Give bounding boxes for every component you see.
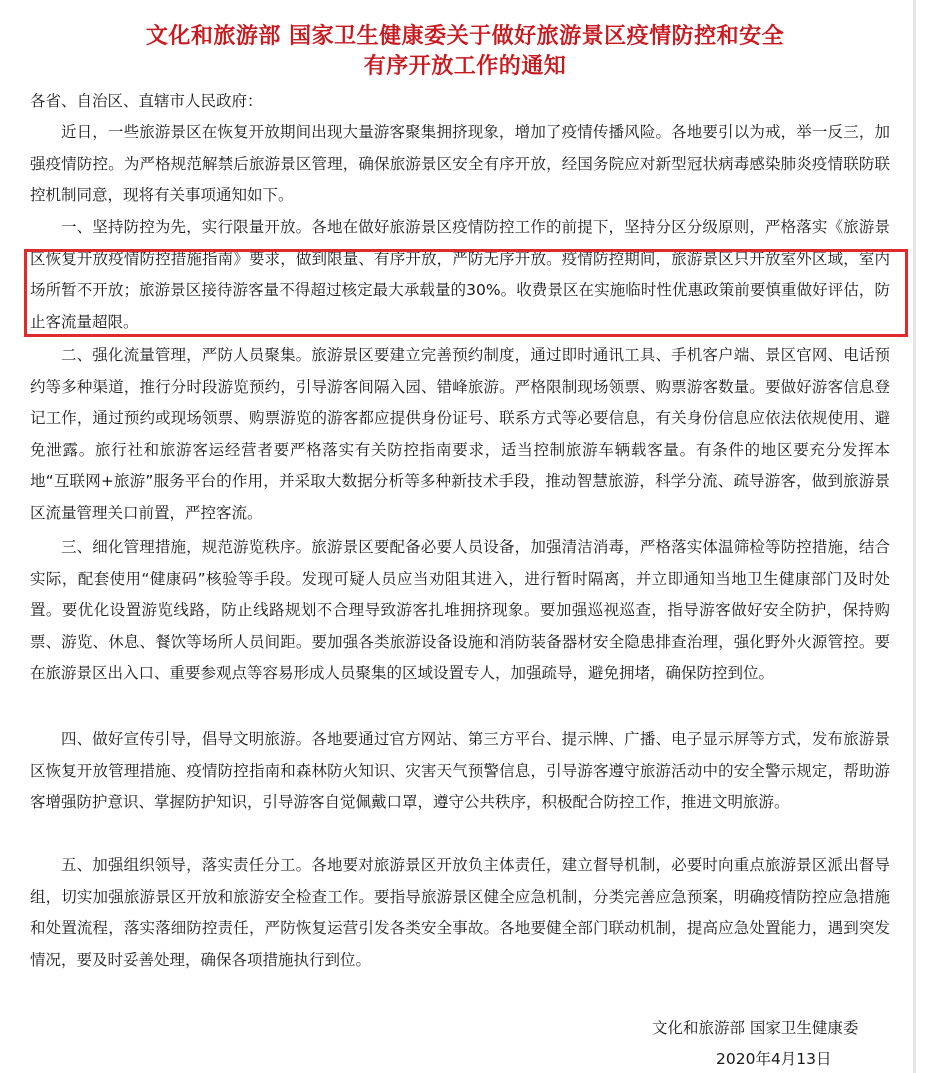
signature-organizations: 文化和旅游部 国家卫生健康委 xyxy=(652,1019,859,1037)
section-2-paragraph: 二、强化流量管理，严防人员聚集。旅游景区要建立完善预约制度，通过即时通讯工具、手机客户端、景区官网、电话预约等多种渠道，推行分时段游览预约，引导游客间隔入园、错峰旅游。严格限制现场领票、购票游客数量。要做好游客信息登记工作，通过预约或现场领票、购票游览的游客都应提供身份证号、联系方式等必要信息，有关身份信息应依法依规使用、避免泄露。旅行社和旅游客运经营者要严格落实有关防控指南要求，适当控制旅游车辆载客量。有条件的地区要充分发挥本地“互联网+旅游”服务平台的作用，并采取大数据分析等多种新技术手段，推动智慧旅游，科学分流、疏导游客，做到旅游景区流量管理关口前置，严控客流。 xyxy=(30,346,890,522)
scan-edge-divider xyxy=(913,0,916,1073)
intro-paragraph: 近日，一些旅游景区在恢复开放期间出现大量游客聚集拥挤现象，增加了疫情传播风险。各地要引以为戒，举一反三，加强疫情防控。为严格规范解禁后旅游景区管理，确保旅游景区安全有序开放，经国务院应对新型冠状病毒感染肺炎疫情联防联控机制同意，现将有关事项通知如下。 xyxy=(30,123,890,204)
signature-date: 2020年4月13日 xyxy=(716,1050,832,1068)
section-4-paragraph: 四、做好宣传引导，倡导文明旅游。各地要通过官方网站、第三方平台、提示牌、广播、电子显示屏等方式，发布旅游景区恢复开放管理措施、疫情防控指南和森林防火知识、灾害天气预警信息，引导游客遵守旅游活动中的安全警示规定，帮助游客增强防护意识、掌握防护知识，引导游客自觉佩戴口罩，遵守公共秩序，积极配合防控工作，推进文明旅游。 xyxy=(30,730,890,811)
addressee: 各省、自治区、直辖市人民政府： xyxy=(30,92,263,110)
document-title-line-1: 文化和旅游部 国家卫生健康委关于做好旅游景区疫情防控和安全 xyxy=(145,24,785,49)
section-1-paragraph: 一、坚持防控为先，实行限量开放。各地在做好旅游景区疫情防控工作的前提下，坚持分区分级原则，严格落实《旅游景区恢复开放疫情防控措施指南》要求，做到限量、有序开放，严防无序开放。疫情防控期间，旅游景区只开放室外区域，室内场所暂不开放；旅游景区接待游客量不得超过核定最大承载量的30%。收费景区在实施临时性优惠政策前要慎重做好评估，防止客流量超限。 xyxy=(30,218,890,331)
section-3-paragraph: 三、细化管理措施，规范游览秩序。旅游景区要配备必要人员设备，加强清洁消毒，严格落实体温筛检等防控措施，结合实际，配套使用“健康码”核验等手段。发现可疑人员应当劝阻其进入，进行暂时隔离，并立即通知当地卫生健康部门及时处置。要优化设置游览线路，防止线路规划不合理导致游客扎堆拥挤现象。要加强巡视巡查，指导游客做好安全防护，保持购票、游览、休息、餐饮等场所人员间距。要加强各类旅游设备设施和消防装备器材安全隐患排查治理，强化野外火源管控。要在旅游景区出入口、重要参观点等容易形成人员聚集的区域设置专人，加强疏导，避免拥堵，确保防控到位。 xyxy=(30,538,890,682)
section-5-paragraph: 五、加强组织领导，落实责任分工。各地要对旅游景区开放负主体责任，建立督导机制，必要时向重点旅游景区派出督导组，切实加强旅游景区开放和旅游安全检查工作。要指导旅游景区健全应急机制，分类完善应急预案，明确疫情防控应急措施和处置流程，落实落细防控责任，严防恢复运营引发各类安全事故。各地要健全部门联动机制，提高应急处置能力，遇到突发情况，要及时妥善处理，确保各项措施执行到位。 xyxy=(30,856,890,969)
document-title-line-2: 有序开放工作的通知 xyxy=(363,54,567,79)
